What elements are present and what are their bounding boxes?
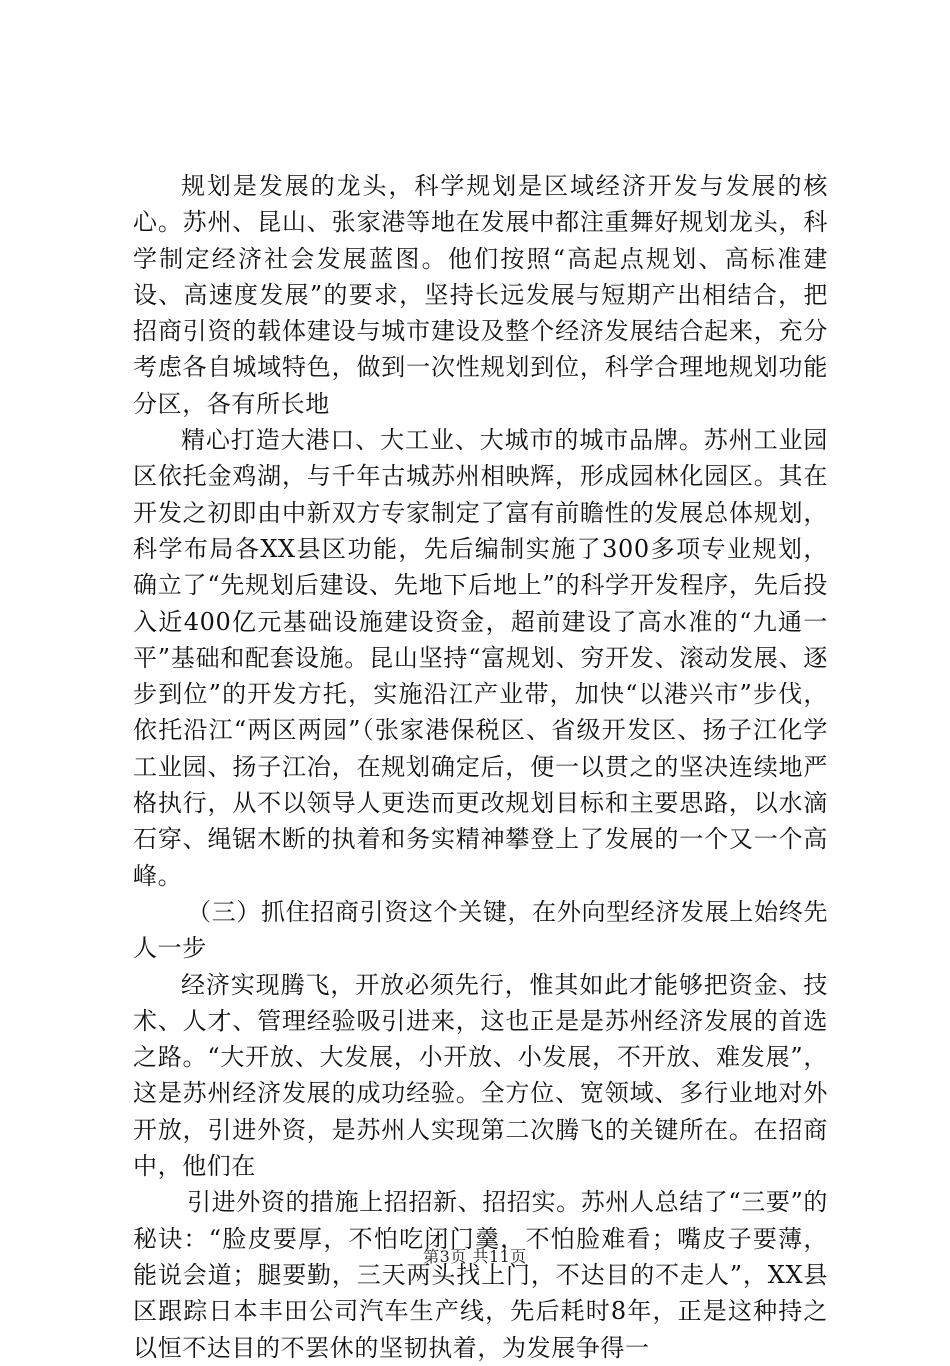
paragraph-investment-measures: 引进外资的措施上招招新、招招实。苏州人总结了“三要”的秘诀：“脸皮要厚，不怕吃闭门羹，不怕脸难看；嘴皮子要薄，能说会道；腿要勤，三天两头找上门，不达目的不走人”，XX县区跟踪日本丰田公司汽车生产线，先后耗时8年，正是这种持之以恒不达目的不罢休的坚韧执着，为发展争得一 bbox=[133, 1188, 828, 1362]
paragraph-opening-up: 经济实现腾飞，开放必须先行，惟其如此才能够把资金、技术、人才、管理经验吸引进来，这也正是是苏州经济发展的首选之路。“大开放、大发展，小开放、小发展，不开放、难发展”，这是苏州经济发展的成功经验。全方位、宽领域、多行业地对外开放，引进外资，是苏州人实现第二次腾飞的关键所在。在招商中，他们在 bbox=[133, 970, 828, 1181]
paragraph-planning: 规划是发展的龙头，科学规划是区域经济开发与发展的核心。苏州、昆山、张家港等地在发展中都注重舞好规划龙头，科学制定经济社会发展蓝图。他们按照“高起点规划、高标准建设、高速度发展”的要求，坚持长远发展与短期产出相结合，把招商引资的载体建设与城市建设及整个经济发展结合起来，充分考虑各自城域特色，做到一次性规划到位，科学合理地规划功能分区，各有所长地 bbox=[133, 172, 828, 418]
section-heading-investment: （三）抓住招商引资这个关键，在外向型经济发展上始终先人一步 bbox=[133, 897, 828, 963]
page-number-footer: 第3页 共11页 bbox=[423, 1247, 527, 1266]
document-body bbox=[133, 168, 828, 1366]
paragraph-city-brand: 精心打造大港口、大工业、大城市的城市品牌。苏州工业园区依托金鸡湖，与千年古城苏州相映辉，形成园林化园区。其在开发之初即由中新双方专家制定了富有前瞻性的发展总体规划，科学布局各XX县区功能，先后编制实施了300多项专业规划，确立了“先规划后建设、先地下后地上”的科学开发程序，先后投入近400亿元基础设施建设资金，超前建设了高水准的“九通一平”基础和配套设施。昆山坚持“富规划、穷开发、滚动发展、逐步到位”的开发方托，实施沿江产业带，加快“以港兴市”步伐，依托沿江“两区两园”（张家港保税区、省级开发区、扬子江化学工业园、扬子江冶，在规划确定后，便一以贯之的坚决连续地严格执行，从不以领导人更迭而更改规划目标和主要思路，以水滴石穿、绳锯木断的执着和务实精神攀登上了发展的一个又一个高峰。 bbox=[133, 426, 828, 890]
